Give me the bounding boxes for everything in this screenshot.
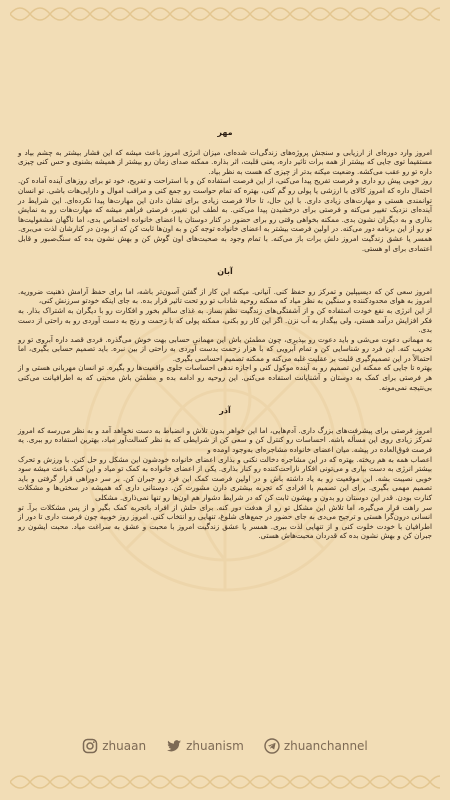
social-telegram[interactable]: [264, 738, 368, 754]
horoscope-paragraph: امروز سعی کن که دیسیپلین و تمرکز رو حفظ کنی. آنیانی. میکنه این کار از گفتن آسون‌تر باشه، اما برای حفظ آرامش ذهنیت ضروریه. امروز به هوای محدودکننده و سنگین به نظر میاد که ممکنه روحیه شاداب تو رو تحت تاثیر قرار بده. به جای اینکه خودتو سرزنش کنی، از این انرژی به نفع خودت استفاده کن و از آشفتگی‌های زندگیت نظم بساز. به غذای سالم بخور و افکارت رو با دیگران به اشتراک بذار. به فکر افزایش درآمد هستی، ولی بیگدار به آب نزن. اگر این کار رو بکنی، ممکنه پولی که با زحمت و رنج به دست آوردی رو به راحتی از دست بدی. به مهمانی دعوت می‌شی و باید دعوت رو بپذیری، چون مطمئن باش این مهمانی حسابی بهت خوش می‌گذره. فردی قصد داره آبروی تو رو تخریب کنه. این فرد رو شناسایی کن و تمام آبرویی که با هزار زحمت بدست آوردی به راحتی از بین نبره. باید تصمیم حسابی بگیری، اما احتمالاً در این تصمیم‌گیری قلبت بر عقلیت غلبه می‌کنه و ممکنه تصمیم احساسی بگیری. بهتره تا جایی که ممکنه این تصمیم رو به آینده موکول کنی و اجازه ندهی احساسات جلوی واقعیت‌ها رو بگیره. تو انسان مهربانی هستی و از هر فرصتی برای کمک به دوستان و آشنایانت استفاده می‌کنی. این روحیه رو ادامه بده و مطمئن باش محبتی که به اطرافیانت می‌کنی بی‌نتیجه نمی‌مونه.: [18, 286, 432, 392]
month-heading: مهر: [217, 128, 233, 137]
month-section-aban: [18, 267, 432, 392]
month-heading: آذر: [219, 406, 231, 416]
twitter-icon: [166, 738, 182, 754]
social-twitter[interactable]: [166, 738, 244, 754]
horoscope-paragraph: امروز وارد دوره‌ای از ارزیابی و سنجش پروژه‌های زندگی‌ات شده‌ای، میزان انرژی امروز باعث میشه که این فشار بیشتر به چشم بیاد و مستقیما توی جایی که بیشتر از همه برات تاثیر داره، یعنی قلبت، اثر بذاره. ممکنه صدای زمان رو بیشتر از همیشه بشنوی و حس کنی چیزی داره تو رو عقب می‌کشه. وضعیت میکنه بدتر از چیزی که هست به نظر بیاد. روز خوبی پیش رو داری و فرصت تفریح پیدا می‌کنی، از این فرصت استفاده کن و با استراحت و تفریح، خود تو برای روزهای آینده آماده کن. احتمال داره که امروز کالای با ارزشی یا پولی رو گم کنی، بهتره که تمام حواست رو جمع کنی و مراقب اموال و دارایی‌هات باشی. تو انسان توانمندی هستی و مهارت‌های زیادی داری. با این حال، تا حالا فرصت زیادی برای نشان دادن این مهارت‌ها پیدا نکرده‌ای. این شرایط در آینده‌ای نزدیک تغییر می‌کنه و فرصتی برای درخشیدن پیدا می‌کنی. به لطف این تغییر، فرصتی فراهم میشه که مهارت‌هات رو به نمایش بذاری و به دیگران نشون بدی. ممکنه بخواهی وقتی رو برای حضور در کنار دوستان یا اعضای خانواده اختصاص بدی، اما ناگهان مشغولیت‌ها تو رو از این برنامه دور می‌کنه. در اولین فرصت بیشتر به اعضای خانواده توجه کن و به اون‌ها ثابت کن که از بودن در کنارشان لذت می‌بری. همسر یا عشق زندگیت امروز دلش برات باز می‌کنه. با تمام وجود به صحبت‌های اون گوش کن و بهش نشون بده که سنگ‌صبور و قابل اعتمادی برای او هستی.: [18, 147, 432, 253]
instagram-icon: [82, 738, 98, 754]
top-ornament-border: [10, 2, 440, 26]
telegram-handle: zhuanchannel: [283, 739, 368, 753]
month-section-azar: [18, 406, 432, 541]
horoscope-paragraph: امروز فرصتی برای پیشرفت‌های بزرگ داری. آدم‌هایی، اما این خواهر بدون تلاش و انضباط به دست نخواهد آمد و به نظر می‌رسه که امروز تمرکز زیادی روی این مسأله باشه. احساسات رو کنترل کن و سعی کن از شرایطی که به نظر کسالت‌آور میاد، بهترین استفاده رو ببری. یه فرصت فوق‌العاده در پیشه. میان اعضای خانواده مشاجره‌ای به‌وجود اومده و اعصاب همه به هم ریخته. بهتره که در این مشاجره دخالت نکنی و بذاری اعضای خانواده خودشون این مشکل رو حل کنن. با ورزش و تحرک بیشتر انرژی به دست بیاری و می‌تونی افکار ناراحت‌کننده رو کنار بذاری. یکی از اعضای خانواده به کمک تو میاد و این کمک باعث میشه سود خوبی نصیبت بشه. این موقعیت رو به یاد داشته باش و در اولین فرصت کمک این فرد رو جبران کن. بر سر دوراهی قرار گرفتی و باید تصمیم مهمی بگیری. برای این تصمیم با افرادی که تجربه بیشتری دارن مشورت کن. دوستانی داری که همیشه در سختی‌ها و مشکلات کنارت بودن. قدر این دوستان رو بدون و بهشون ثابت کن که در شرایط دشوار هم اون‌ها رو تنها نمی‌ذاری. مشکلی سر راهت قرار می‌گیره، اما تلاش این مشکل تو رو از هدفت دور کنه. برای حلش از افراد باتجربه کمک بگیر و از پس مشکلات برآ. تو انسانی درون‌گرا هستی و ترجیح می‌دی به جای حضور در جمع‌های شلوغ، تنهایی رو انتخاب کنی. امروز روز خوبیه چون فرصت داری تا دور از اطرافیان با خودت خلوت کنی و از تنهایی لذت ببری. همسر یا عشق زندگیت امروز با محبت و عشق به سراغت میاد. محبت ایشون رو جبران کن و بهش نشون بده که قدردان محبت‌هاش هستی.: [18, 425, 432, 541]
bottom-ornament-border: [10, 770, 440, 794]
horoscope-content: [18, 128, 432, 555]
social-instagram[interactable]: [82, 738, 146, 754]
instagram-handle: zhuaan: [102, 739, 147, 753]
social-handles-footer: [0, 738, 450, 754]
twitter-handle: zhuanism: [186, 739, 244, 753]
telegram-icon: [264, 738, 280, 754]
month-section-mehr: [18, 128, 432, 253]
month-heading: آبان: [217, 267, 233, 277]
